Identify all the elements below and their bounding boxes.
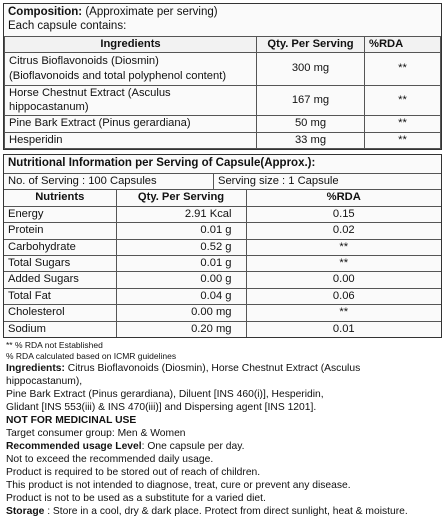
nutrition-row bbox=[4, 288, 441, 304]
header-qty: Qty. Per Serving bbox=[257, 36, 365, 52]
header-rda: %RDA bbox=[246, 190, 441, 206]
nutrient-name: Carbohydrate bbox=[4, 239, 116, 255]
serving-info-row bbox=[4, 174, 441, 190]
ingredient-rda: ** bbox=[365, 116, 441, 132]
composition-heading bbox=[4, 4, 441, 20]
nutrient-name: Energy bbox=[4, 206, 116, 222]
nutrient-qty: 0.01 g bbox=[116, 256, 246, 272]
label-footer bbox=[3, 338, 442, 518]
nutrition-row bbox=[4, 223, 441, 239]
nutrition-title: Nutritional Information per Serving of Capsule(Approx.): bbox=[4, 155, 441, 174]
nutrition-table bbox=[4, 190, 441, 337]
ingredient-qty: 33 mg bbox=[257, 132, 365, 148]
header-nutrients: Nutrients bbox=[4, 190, 116, 206]
header-qty: Qty. Per Serving bbox=[116, 190, 246, 206]
nutrient-qty: 0.01 g bbox=[116, 223, 246, 239]
ingredients-list-line3: Glidant [INS 553(iii) & INS 470(iii)] and Dispersing agent [INS 1201]. bbox=[6, 401, 317, 413]
ingredients-list-line2: Pine Bark Extract (Pinus gerardiana), Diluent [INS 460(i)], Hesperidin, bbox=[6, 388, 324, 400]
disease-disclaimer: This product is not intended to diagnose, treat, cure or prevent any disease. bbox=[6, 480, 351, 492]
nutrient-rda: ** bbox=[246, 239, 441, 255]
nutrient-rda: 0.02 bbox=[246, 223, 441, 239]
children-warning: Product is required to be stored out of reach of children. bbox=[6, 467, 261, 479]
composition-note: (Approximate per serving) bbox=[85, 6, 218, 18]
ingredient-qty: 167 mg bbox=[257, 86, 365, 116]
nutrient-rda: 0.00 bbox=[246, 272, 441, 288]
nutrient-rda: ** bbox=[246, 305, 441, 321]
composition-box bbox=[3, 3, 442, 150]
ingredient-row bbox=[5, 53, 441, 86]
ingredients-label: Ingredients: bbox=[6, 362, 65, 374]
ingredient-rda: ** bbox=[365, 132, 441, 148]
storage-instructions: Storage : Store in a cool, dry & dark place. Protect from direct sunlight, heat & moisture. bbox=[6, 506, 408, 518]
nutrient-rda: 0.15 bbox=[246, 206, 441, 222]
nutrient-name: Sodium bbox=[4, 321, 116, 337]
not-medicinal-notice: NOT FOR MEDICINAL USE bbox=[6, 414, 137, 426]
nutrition-row bbox=[4, 239, 441, 255]
header-rda: %RDA bbox=[365, 36, 441, 52]
serving-size: Serving size : 1 Capsule bbox=[218, 174, 339, 187]
ingredient-name: Horse Chestnut Extract (Asculus hippocastanum) bbox=[5, 86, 257, 116]
nutrient-qty: 0.04 g bbox=[116, 288, 246, 304]
usage-limit-note: Not to exceed the recommended daily usage. bbox=[6, 453, 214, 465]
header-ingredients: Ingredients bbox=[5, 36, 257, 52]
footnote-rda-not-established: ** % RDA not Established bbox=[6, 340, 103, 351]
nutrient-qty: 0.00 mg bbox=[116, 305, 246, 321]
ingredient-name: Pine Bark Extract (Pinus gerardiana) bbox=[5, 116, 257, 132]
nutrient-qty: 0.52 g bbox=[116, 239, 246, 255]
nutrient-qty: 0.20 mg bbox=[116, 321, 246, 337]
nutrition-rows bbox=[4, 206, 441, 337]
ingredient-rda: ** bbox=[365, 86, 441, 116]
ingredient-name: Citrus Bioflavonoids (Diosmin) (Bioflavonoids and total polyphenol content) bbox=[5, 53, 257, 86]
ingredient-rda: ** bbox=[365, 53, 441, 86]
ingredient-qty: 300 mg bbox=[257, 53, 365, 86]
nutrient-name: Total Fat bbox=[4, 288, 116, 304]
ingredient-row bbox=[5, 132, 441, 148]
nutrient-rda: 0.01 bbox=[246, 321, 441, 337]
recommended-usage: Recommended usage Level: One capsule per day. bbox=[6, 440, 245, 452]
nutrient-name: Added Sugars bbox=[4, 272, 116, 288]
nutrient-rda: ** bbox=[246, 256, 441, 272]
nutrient-rda: 0.06 bbox=[246, 288, 441, 304]
ingredients-list: Ingredients: Citrus Bioflavonoids (Diosmin), Horse Chestnut Extract (Asculus hippocastanum), bbox=[6, 362, 361, 387]
target-consumer: Target consumer group: Men & Women bbox=[6, 427, 186, 439]
nutrient-name: Cholesterol bbox=[4, 305, 116, 321]
nutrition-row bbox=[4, 272, 441, 288]
nutrition-row bbox=[4, 321, 441, 337]
nutrition-box bbox=[3, 154, 442, 338]
ingredient-row bbox=[5, 86, 441, 116]
nutrient-name: Protein bbox=[4, 223, 116, 239]
ingredient-qty: 50 mg bbox=[257, 116, 365, 132]
ingredient-row bbox=[5, 116, 441, 132]
footnote-icmr: % RDA calculated based on ICMR guidelines bbox=[6, 350, 177, 361]
nutrition-row bbox=[4, 305, 441, 321]
ingredients-header-row bbox=[5, 36, 441, 52]
ingredient-name: Hesperidin bbox=[5, 132, 257, 148]
ingredients-table bbox=[4, 36, 441, 149]
nutrition-header-row bbox=[4, 190, 441, 206]
composition-subtitle: Each capsule contains: bbox=[8, 19, 127, 32]
diet-disclaimer: Product is not to be used as a substitute for a varied diet. bbox=[6, 493, 266, 505]
composition-label: Composition: bbox=[8, 6, 83, 18]
nutrient-name: Total Sugars bbox=[4, 256, 116, 272]
nutrient-qty: 0.00 g bbox=[116, 272, 246, 288]
nutrition-row bbox=[4, 206, 441, 222]
servings-count: No. of Serving : 100 Capsules bbox=[4, 174, 214, 189]
nutrient-qty: 2.91 Kcal bbox=[116, 206, 246, 222]
nutrition-row bbox=[4, 256, 441, 272]
